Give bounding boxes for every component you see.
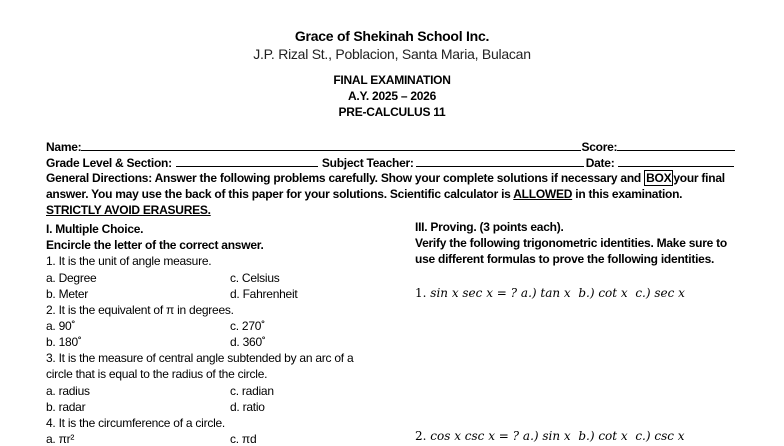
- q2-option-a[interactable]: a. 90˚: [46, 319, 76, 333]
- proof-item-2: 2. cos x csc x = ? a.) sin x b.) cot x c.) csc x: [415, 429, 685, 443]
- subject-title: PRE-CALCULUS 11: [338, 105, 446, 119]
- teacher-label: Subject Teacher:: [321, 156, 414, 170]
- question-4: 4. It is the circumference of a circle.: [46, 416, 225, 430]
- date-label: Date:: [585, 156, 615, 170]
- q1-option-c[interactable]: c. Celsius: [230, 271, 280, 285]
- name-row: [46, 139, 735, 154]
- section1-instruction: Encircle the letter of the correct answer.: [46, 238, 264, 252]
- q1-option-d[interactable]: d. Fahrenheit: [230, 287, 298, 301]
- school-address: J.P. Rizal St., Poblacion, Santa Maria, Bulacan: [253, 46, 531, 62]
- name-label: Name:: [46, 140, 82, 154]
- teacher-field[interactable]: [416, 155, 584, 167]
- grade-label: Grade Level & Section:: [46, 156, 172, 170]
- section3-title: III. Proving. (3 points each).: [415, 220, 564, 234]
- academic-year: A.Y. 2025 – 2026: [347, 89, 437, 103]
- directions-line-3: STRICTLY AVOID ERASURES.: [46, 203, 211, 217]
- q3-option-c[interactable]: c. radian: [230, 384, 274, 398]
- grade-row: [46, 155, 734, 170]
- question-2: 2. It is the equivalent of π in degrees.: [46, 303, 234, 317]
- directions-line-2: answer. You may use the back of this paper for your solutions. Scientific calculator is ALLOWED in this examination.: [46, 187, 683, 201]
- directions-line-1: General Directions: Answer the following problems carefully. Show your complete solutions if necessary and BOX your final: [46, 171, 725, 185]
- score-field[interactable]: [617, 139, 735, 151]
- question-3: 3. It is the measure of central angle subtended by an arc of a: [46, 351, 354, 365]
- section3-instruction-1: Verify the following trigonometric identities. Make sure to: [415, 236, 727, 250]
- q2-option-d[interactable]: d. 360˚: [230, 335, 266, 349]
- section3-instruction-2: use different formulas to prove the following identities.: [415, 252, 715, 266]
- allowed-emphasis: ALLOWED: [513, 187, 573, 201]
- q1-option-a[interactable]: a. Degree: [46, 271, 97, 285]
- exam-title: FINAL EXAMINATION: [333, 73, 451, 87]
- q4-option-c[interactable]: c. πd: [230, 432, 257, 446]
- question-1: 1. It is the unit of angle measure.: [46, 254, 212, 268]
- q3-option-a[interactable]: a. radius: [46, 384, 90, 398]
- name-field[interactable]: [81, 139, 581, 151]
- q4-option-a[interactable]: a. πr²: [46, 432, 75, 446]
- q2-option-b[interactable]: b. 180˚: [46, 335, 82, 349]
- box-emphasis: BOX: [646, 171, 672, 185]
- grade-field[interactable]: [176, 155, 318, 167]
- q3-option-d[interactable]: d. ratio: [230, 400, 265, 414]
- date-field[interactable]: [618, 155, 734, 167]
- proof-item-1: 1. sin x sec x = ? a.) tan x b.) cot x c.) sec x: [415, 286, 685, 300]
- school-name: Grace of Shekinah School Inc.: [294, 28, 490, 44]
- score-label: Score:: [581, 140, 618, 154]
- question-3-cont: circle that is equal to the radius of the circle.: [46, 367, 268, 381]
- q3-option-b[interactable]: b. radar: [46, 400, 86, 414]
- section1-title: I. Multiple Choice.: [46, 222, 144, 236]
- q1-option-b[interactable]: b. Meter: [46, 287, 89, 301]
- q2-option-c[interactable]: c. 270˚: [230, 319, 265, 333]
